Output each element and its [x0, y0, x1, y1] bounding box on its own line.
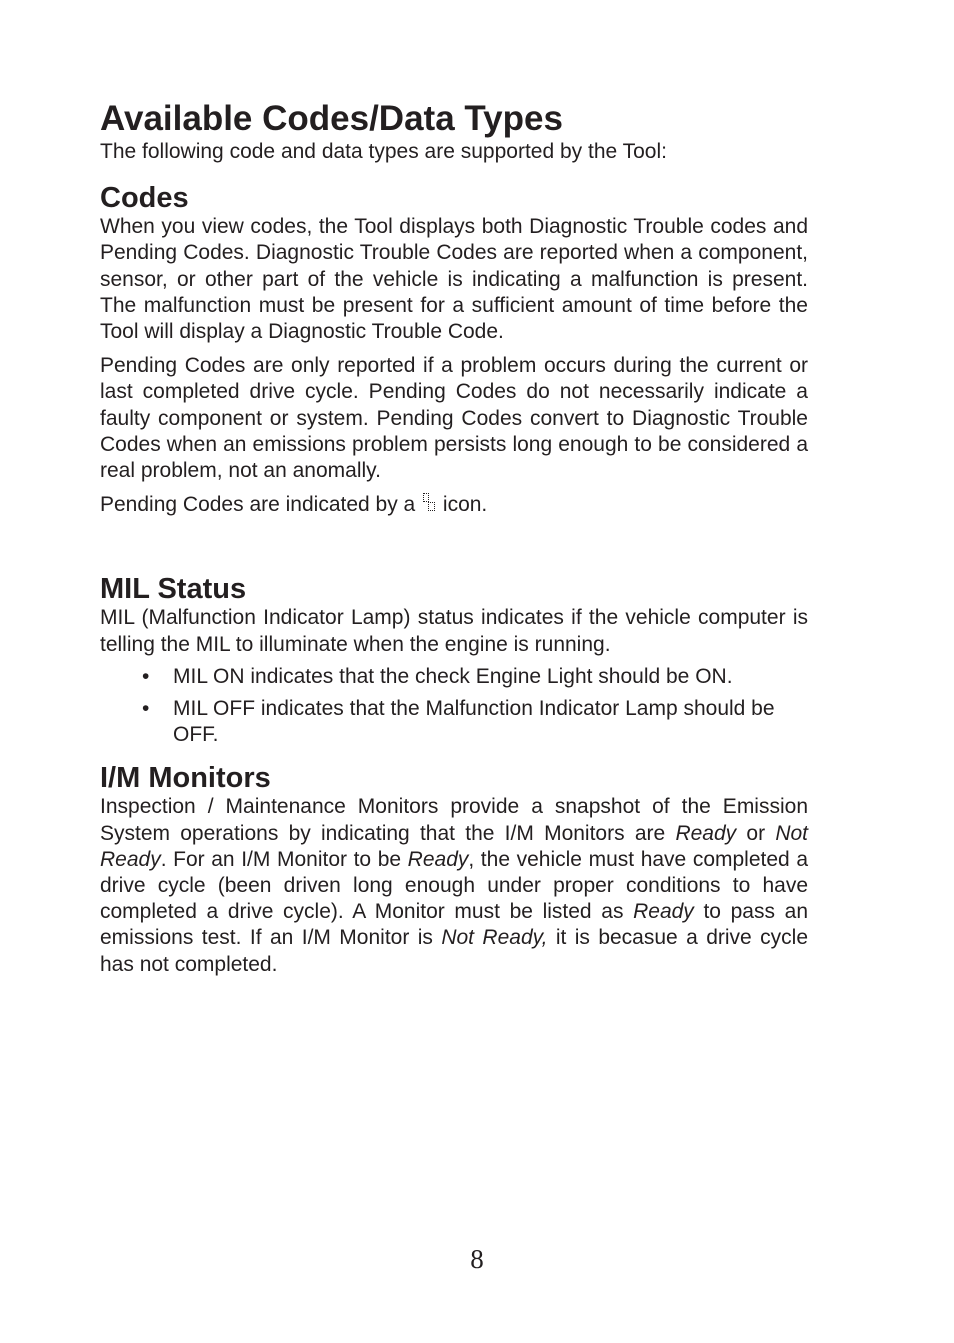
intro-text: The following code and data types are supported by the Tool: — [100, 140, 667, 163]
im-ready-1: Ready — [675, 821, 737, 845]
bullet-text: MIL ON indicates that the check Engine Light should be ON. — [173, 664, 733, 688]
im-ready-2: Ready — [407, 847, 469, 871]
bullet-icon: • — [142, 664, 150, 688]
im-text-2: or — [736, 821, 776, 845]
im-not-ready-1: Not Ready — [100, 821, 809, 871]
codes-paragraph-2: Pending Codes are only reported if a problem occurs during the current or last completed drive cycle. Pending Codes do not necessarily indicate a faulty component or system. Pending Codes convert to Diagnostic Trouble Codes when an emissions problem persists long enough to be considered a real problem, not an anomally. — [100, 354, 808, 483]
codes-paragraph-1: When you view codes, the Tool displays both Diagnostic Trouble codes and Pending Codes. Diagnostic Trouble Codes are reported when a component, sensor, or other part of the vehicle is indicating a malfunction is present. The malfunction must be present for a sufficient amount of time before the Tool will display a Diagnostic Trouble Code. — [100, 215, 808, 344]
manual-page — [100, 98, 808, 978]
mil-heading: MIL Status — [100, 573, 247, 606]
bullet-text: MIL OFF indicates that the Malfunction Indicator Lamp should be OFF. — [173, 697, 775, 747]
im-paragraph — [100, 794, 808, 977]
list-item — [100, 696, 808, 748]
list-item — [100, 664, 808, 690]
bullet-icon: • — [142, 697, 150, 721]
im-text-6: it is becasue a drive cycle has not completed. — [100, 926, 808, 976]
codes-heading: Codes — [100, 182, 189, 215]
page-title: Available Codes/Data Types — [100, 99, 563, 138]
im-text-1: Inspection / Maintenance Monitors provide a snapshot of the Emission System operations by indicating that the I/M Monitors are — [100, 795, 808, 845]
mil-bullet-list — [100, 664, 808, 749]
im-not-ready-2: Not Ready, — [441, 926, 548, 950]
page-number: 8 — [470, 1244, 484, 1274]
codes-paragraph-3 — [100, 492, 808, 518]
im-heading: I/M Monitors — [100, 762, 271, 795]
pending-code-icon — [423, 493, 435, 513]
mil-paragraph: MIL (Malfunction Indicator Lamp) status indicates if the vehicle computer is telling the MIL to illuminate when the engine is running. — [100, 606, 808, 656]
pending-text-after: icon. — [442, 493, 488, 517]
im-text-3: . For an I/M Monitor to be — [160, 847, 408, 871]
im-text-5: to pass an emissions test. If an I/M Monitor is — [100, 900, 808, 950]
pending-text-before: Pending Codes are indicated by a — [100, 493, 416, 517]
im-ready-3: Ready — [633, 900, 694, 924]
im-text-4: , the vehicle must have completed a drive cycle (been driven long enough under proper conditions to have completed a drive cycle). A Monitor must be listed as — [100, 847, 808, 924]
